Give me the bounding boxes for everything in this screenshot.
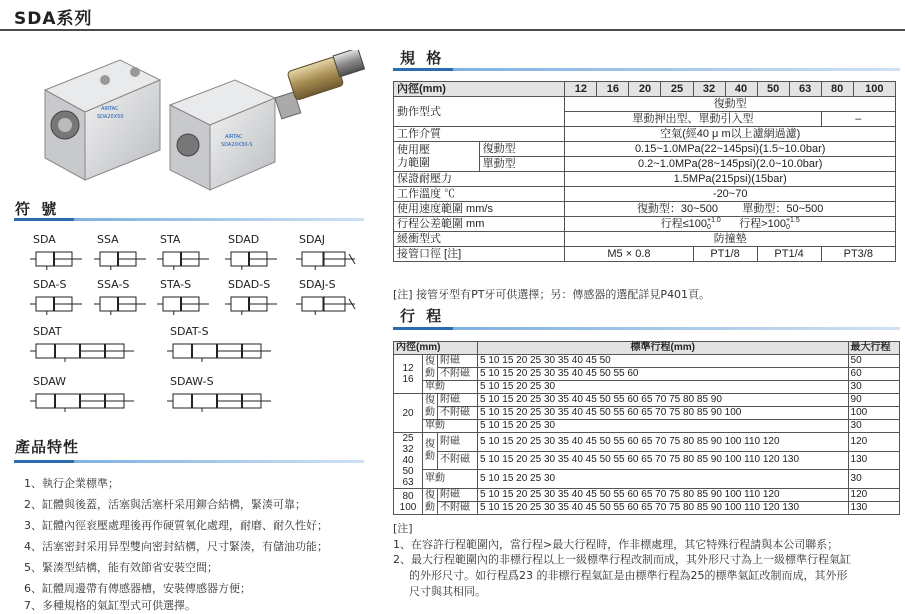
symbol-diagram-sdaj — [296, 248, 357, 274]
standard-stroke-cell: 5 10 15 20 25 30 35 40 45 50 55 60 65 70 75 80 85 90 100 110 120 — [478, 489, 849, 502]
magnetic-label: 附磁 — [438, 433, 478, 452]
stroke-table — [393, 341, 900, 515]
table-row — [394, 381, 900, 394]
double-action-cell — [423, 355, 438, 381]
magnetic-label: 附磁 — [438, 489, 478, 502]
magnetic-label: 附磁 — [438, 394, 478, 407]
table-row — [394, 355, 900, 368]
standard-stroke-cell: 5 10 15 20 25 30 35 40 45 50 55 60 65 70 75 80 85 90 100 110 120 — [478, 433, 849, 452]
symbol-label-sdaj: SDAJ — [299, 233, 326, 246]
bore-size: 63 — [789, 82, 821, 97]
symbol-diagram-sdad — [225, 248, 279, 274]
stroke-header-bore: 內徑(mm) — [394, 342, 478, 355]
feature-item: 4、活塞密封采用异型雙向密封結構，尺寸緊湊，有儲油功能； — [24, 540, 328, 553]
double-action-cell — [423, 433, 438, 470]
bore-size: 50 — [757, 82, 789, 97]
feature-item: 7、多種規格的氣缸型式可供選擇。 — [24, 599, 196, 612]
double-action-cell — [423, 394, 438, 420]
table-row — [394, 394, 900, 407]
max-stroke-cell: 30 — [848, 420, 899, 433]
max-stroke-cell: 130 — [848, 451, 899, 470]
feature-item: 3、缸體內徑衮壓處理後再作硬質氧化處理，耐磨、耐久性好； — [24, 519, 328, 532]
symbol-diagram-sda — [30, 248, 84, 274]
symbol-diagram-ssa — [94, 248, 148, 274]
stroke-bore-cell: 80 100 — [394, 489, 423, 515]
symbol-label-sdaw: SDAW — [33, 375, 67, 388]
table-row — [394, 420, 900, 433]
spec-label: 緩衝型式 — [394, 232, 565, 247]
feature-item: 5、緊湊型結構，能有效節省安裝空間； — [24, 561, 218, 574]
feature-item: 6、缸體周邊帶有傳感器槽，安裝傳感器方便； — [24, 582, 251, 595]
standard-stroke-cell: 5 10 15 20 25 30 — [478, 470, 849, 489]
table-row — [394, 502, 900, 515]
double-action-cell — [423, 489, 438, 515]
stroke-note-1: 1、在容許行程範圍內，當行程>最大行程時，作非標處理，其它特殊行程請與本公司聯系； — [393, 538, 839, 551]
photo-label-2: SDA20X50 — [97, 114, 124, 120]
spec-label: 保證耐壓力 — [394, 172, 565, 187]
symbol-diagram-sta-s — [157, 293, 211, 319]
single-action-label: 單動 — [423, 470, 478, 489]
double-action-label-1: 復 — [425, 394, 435, 406]
standard-stroke-cell: 5 10 15 20 25 30 35 40 45 50 55 60 65 70 75 80 85 90 100 — [478, 407, 849, 420]
bore-size: 16 — [597, 82, 629, 97]
symbol-diagram-sdad-s — [225, 293, 279, 319]
bore-size: 32 — [693, 82, 725, 97]
non-magnetic-label: 不附磁 — [438, 502, 478, 515]
standard-stroke-cell: 5 10 15 20 25 30 35 40 45 50 55 60 — [478, 368, 849, 381]
spec-label-line: 使用壓 — [397, 143, 430, 156]
spec-value: 復動型 — [565, 97, 896, 112]
spec-value: 空氣(經40 μ m以上濾網過濾) — [565, 127, 896, 142]
spec-value: -20~70 — [565, 187, 896, 202]
standard-stroke-cell: 5 10 15 20 25 30 35 40 45 50 — [478, 355, 849, 368]
symbol-diagram-sta — [157, 248, 211, 274]
spec-label: 使用速度範圍 mm/s — [394, 202, 565, 217]
stroke-heading-rule — [393, 327, 900, 330]
max-stroke-cell: 30 — [848, 381, 899, 394]
spec-sublabel: 復動型 — [479, 142, 565, 157]
spec-label: 工作介質 — [394, 127, 565, 142]
magnetic-label: 附磁 — [438, 355, 478, 368]
tolerance-b-upper: +1.5 — [785, 217, 800, 225]
title-divider — [0, 29, 905, 31]
bore-size: 80 — [821, 82, 853, 97]
max-stroke-cell: 120 — [848, 433, 899, 452]
symbol-label-sdaj-s: SDAJ-S — [299, 278, 336, 291]
spec-label-line: 力範圍 — [397, 156, 430, 169]
symbols-heading-rule — [14, 218, 364, 221]
symbol-label-sdaw-s: SDAW-S — [170, 375, 214, 388]
tolerance-a: 行程≤100 — [660, 218, 707, 230]
max-stroke-cell: 90 — [848, 394, 899, 407]
spec-label — [394, 142, 480, 172]
double-action-label-2: 動 — [425, 501, 435, 513]
standard-stroke-cell: 5 10 15 20 25 30 35 40 45 50 55 60 65 70 75 80 85 90 100 110 120 130 — [478, 502, 849, 515]
tolerance-a-upper: +1.0 — [706, 217, 721, 225]
symbol-label-sdad: SDAD — [228, 233, 260, 246]
stroke-bore-cell: 25 32 40 50 63 — [394, 433, 423, 489]
symbol-label-sdat-s: SDAT-S — [170, 325, 209, 338]
standard-stroke-cell: 5 10 15 20 25 30 — [478, 381, 849, 394]
non-magnetic-label: 不附磁 — [438, 407, 478, 420]
table-row — [394, 451, 900, 470]
single-action-label: 單動 — [423, 420, 478, 433]
spec-value: 防撞墊 — [565, 232, 896, 247]
spec-label: 工作溫度 ℃ — [394, 187, 565, 202]
max-stroke-cell: 100 — [848, 407, 899, 420]
bore-size: 25 — [661, 82, 693, 97]
symbol-diagram-sdat — [30, 340, 136, 366]
feature-item: 1、執行企業標準； — [24, 477, 119, 490]
max-stroke-cell: 60 — [848, 368, 899, 381]
symbol-label-ssa-s: SSA-S — [97, 278, 130, 291]
max-stroke-cell: 50 — [848, 355, 899, 368]
symbol-diagram-sdaw-s — [167, 390, 273, 416]
photo-label-1: AIRTAC — [101, 106, 119, 112]
bore-size: 40 — [725, 82, 757, 97]
standard-stroke-cell: 5 10 15 20 25 30 35 40 45 50 55 60 65 70 75 80 85 90 — [478, 394, 849, 407]
double-action-label-1: 復 — [425, 489, 435, 501]
stroke-notes-title: [注] — [393, 522, 413, 535]
spec-value: PT3/8 — [821, 247, 895, 262]
spec-value: – — [821, 112, 895, 127]
double-action-label-2: 動 — [425, 451, 435, 463]
max-stroke-cell: 130 — [848, 502, 899, 515]
double-action-label-2: 動 — [425, 367, 435, 379]
max-stroke-cell: 120 — [848, 489, 899, 502]
spec-note: [注] 接管牙型有PT牙可供選擇；另：傳感器的選配詳見P401頁。 — [393, 288, 711, 301]
stroke-heading: 行 程 — [400, 307, 445, 325]
table-row — [394, 407, 900, 420]
stroke-note-2-cont: 尺寸與其相同。 — [409, 585, 486, 598]
table-row — [394, 433, 900, 452]
symbol-diagram-sdaj-s — [296, 293, 357, 319]
tolerance-b: 行程>100 — [739, 218, 786, 230]
spec-value: 0.2~1.0MPa(28~145psi)(2.0~10.0bar) — [565, 157, 896, 172]
tolerance-a-lower: 0 — [706, 224, 711, 232]
symbol-diagram-sda-s — [30, 293, 84, 319]
spec-header-bore: 內徑(mm) — [394, 82, 565, 97]
single-action-label: 單動 — [423, 381, 478, 394]
tolerance-b-lower: 0 — [785, 224, 790, 232]
photo-label-3: AIRTAC — [225, 134, 243, 140]
spec-label: 行程公差範圍 mm — [394, 217, 565, 232]
stroke-bore-cell: 12 16 — [394, 355, 423, 394]
symbol-label-sda-s: SDA-S — [33, 278, 67, 291]
spec-heading: 規 格 — [400, 49, 445, 67]
spec-value: 復動型：30~500 單動型：50~500 — [565, 202, 896, 217]
symbols-heading: 符 號 — [15, 200, 60, 218]
symbol-label-sda: SDA — [33, 233, 56, 246]
bore-size: 12 — [565, 82, 597, 97]
photo-label-4: SDA20X30-S — [221, 142, 253, 148]
non-magnetic-label: 不附磁 — [438, 368, 478, 381]
non-magnetic-label: 不附磁 — [438, 451, 478, 470]
symbol-label-sdad-s: SDAD-S — [228, 278, 271, 291]
spec-value: M5 × 0.8 — [565, 247, 693, 262]
stroke-header-std: 標準行程(mm) — [478, 342, 849, 355]
double-action-label-1: 復 — [425, 439, 435, 451]
spec-value: 1.5MPa(215psi)(15bar) — [565, 172, 896, 187]
feature-item: 2、缸體與後蓋，活塞與活塞杆采用鉚合結構，緊湊可靠； — [24, 498, 306, 511]
table-row — [394, 368, 900, 381]
spec-value — [565, 217, 896, 232]
spec-sublabel: 單動型 — [479, 157, 565, 172]
bore-size: 100 — [853, 82, 895, 97]
spec-label: 動作型式 — [394, 97, 565, 127]
page-title: SDA系列 — [14, 9, 93, 29]
double-action-label-2: 動 — [425, 406, 435, 418]
symbol-diagram-ssa-s — [94, 293, 148, 319]
spec-value: 單動押出型、單動引入型 — [565, 112, 821, 127]
symbol-label-sta: STA — [160, 233, 181, 246]
stroke-bore-cell: 20 — [394, 394, 423, 433]
features-heading-rule — [14, 460, 364, 463]
spec-table — [393, 81, 896, 262]
symbol-label-sdat: SDAT — [33, 325, 62, 338]
max-stroke-cell: 30 — [848, 470, 899, 489]
bore-size: 20 — [629, 82, 661, 97]
standard-stroke-cell: 5 10 15 20 25 30 35 40 45 50 55 60 65 70 75 80 85 90 100 110 120 130 — [478, 451, 849, 470]
spec-value: PT1/8 — [693, 247, 757, 262]
table-row — [394, 470, 900, 489]
table-row — [394, 489, 900, 502]
standard-stroke-cell: 5 10 15 20 25 30 — [478, 420, 849, 433]
symbol-label-ssa: SSA — [97, 233, 119, 246]
features-heading: 產品特性 — [15, 438, 80, 456]
stroke-note-2-cont: 的外形尺寸。如行程爲23 的非標行程氣缸是由標準行程為25的標準氣缸改制而成，其外形 — [409, 569, 848, 582]
stroke-header-max: 最大行程 — [848, 342, 899, 355]
spec-value: PT1/4 — [757, 247, 821, 262]
double-action-label-1: 復 — [425, 355, 435, 367]
stroke-note-2: 2、最大行程範圍內的非標行程以上一級標準行程改制而成，其外形尺寸為上一級標準行程氣缸 — [393, 553, 851, 566]
spec-value: 0.15~1.0MPa(22~145psi)(1.5~10.0bar) — [565, 142, 896, 157]
spec-label: 接管口徑 [注] — [394, 247, 565, 262]
product-photo — [35, 50, 365, 200]
symbol-diagram-sdat-s — [167, 340, 273, 366]
spec-heading-rule — [393, 68, 900, 71]
symbol-diagram-sdaw — [30, 390, 136, 416]
symbol-label-sta-s: STA-S — [160, 278, 192, 291]
